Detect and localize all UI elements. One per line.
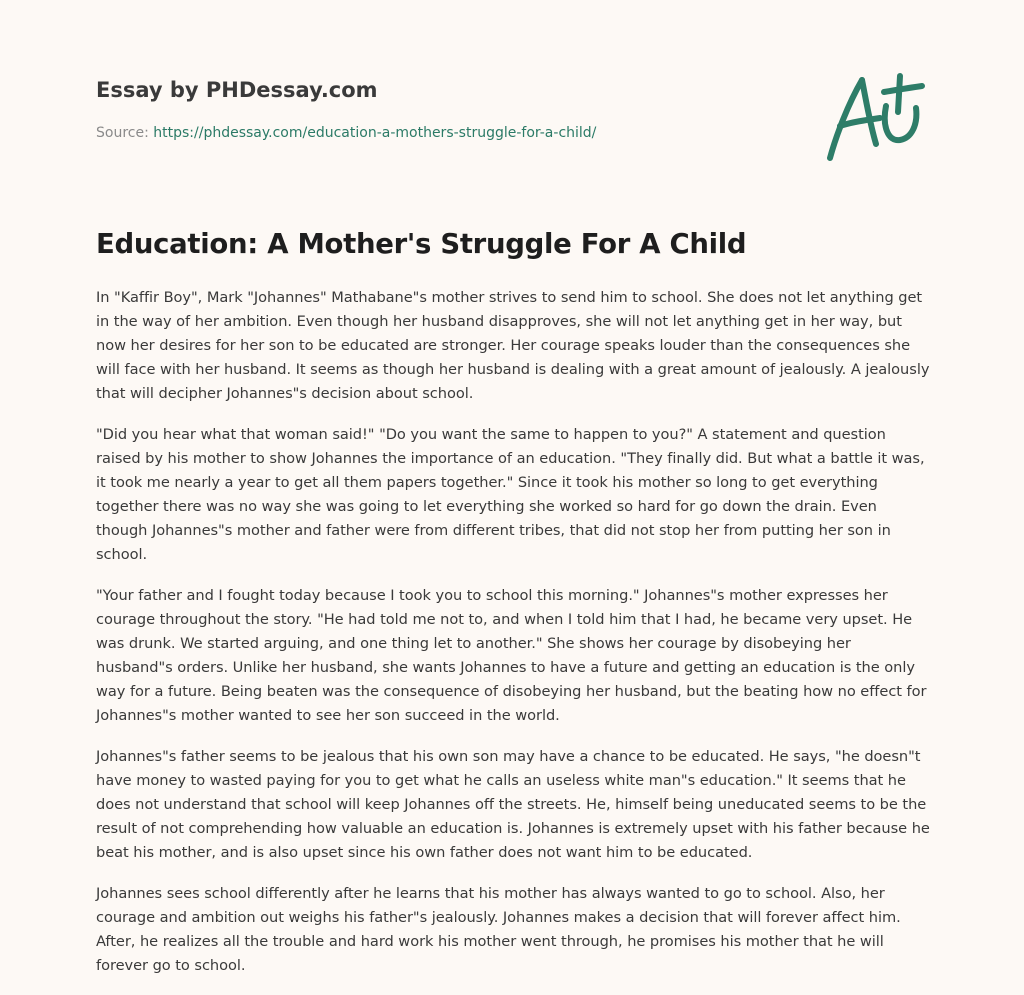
- essay-paragraph: In "Kaffir Boy", Mark "Johannes" Mathabane"s mother strives to send him to school. She does not let anything get in the way of her ambition. Even though her husband disapproves, she will not let anything get in her way, but now her desires for her son to be educated are stronger. Her courage speaks louder than the consequences she will face with her husband. It seems as though her husband is dealing with a great amount of jealously. A jealously that will decipher Johannes"s decision about school.: [96, 289, 930, 402]
- essay-title: Education: A Mother's Struggle For A Child: [96, 228, 747, 260]
- a-plus-grade-icon: [818, 66, 928, 166]
- page-header: [96, 76, 796, 143]
- source-label: Source:: [96, 125, 154, 141]
- source-link[interactable]: https://phdessay.com/education-a-mothers-struggle-for-a-child/: [153, 125, 597, 141]
- essay-body: [96, 286, 930, 995]
- essay-paragraph: "Your father and I fought today because I took you to school this morning." Johannes"s mother expresses her courage throughout the story. "He had told me not to, and when I told him that I had, he became very upset. He was drunk. We started arguing, and one thing let to another." She shows her courage by disobeying her husband"s orders. Unlike her husband, she wants Johannes to have a future and getting an education is the only way for a future. Being beaten was the consequence of disobeying her husband, but the beating how no effect for Johannes"s mother wanted to see her son succeed in the world.: [96, 587, 927, 724]
- essay-paragraph: "Did you hear what that woman said!" "Do you want the same to happen to you?" A statement and question raised by his mother to show Johannes the importance of an education. "They finally did. But what a battle it was, it took me nearly a year to get all them papers together." Since it took his mother so long to get everything together there was no way she was going to let everything she worked so hard for go down the drain. Even though Johannes"s mother and father were from different tribes, that did not stop her from putting her son in school.: [96, 426, 925, 563]
- essay-paragraph: Johannes"s father seems to be jealous that his own son may have a chance to be educated. He says, "he doesn"t have money to wasted paying for you to get what he calls an useless white man"s education." It seems that he does not understand that school will keep Johannes off the streets. He, himself being uneducated seems to be the result of not comprehending how valuable an education is. Johannes is extremely upset with his father because he beat his mother, and is also upset since his own father does not want him to be educated.: [96, 748, 930, 861]
- essay-paragraph: Johannes sees school differently after he learns that his mother has always wanted to go to school. Also, her courage and ambition out weighs his father"s jealously. Johannes makes a decision that will forever affect him. After, he realizes all the trouble and hard work his mother went through, he promises his mother that he will forever go to school.: [96, 885, 901, 974]
- site-brand: Essay by PHDessay.com: [96, 78, 378, 102]
- source-line: [96, 123, 796, 143]
